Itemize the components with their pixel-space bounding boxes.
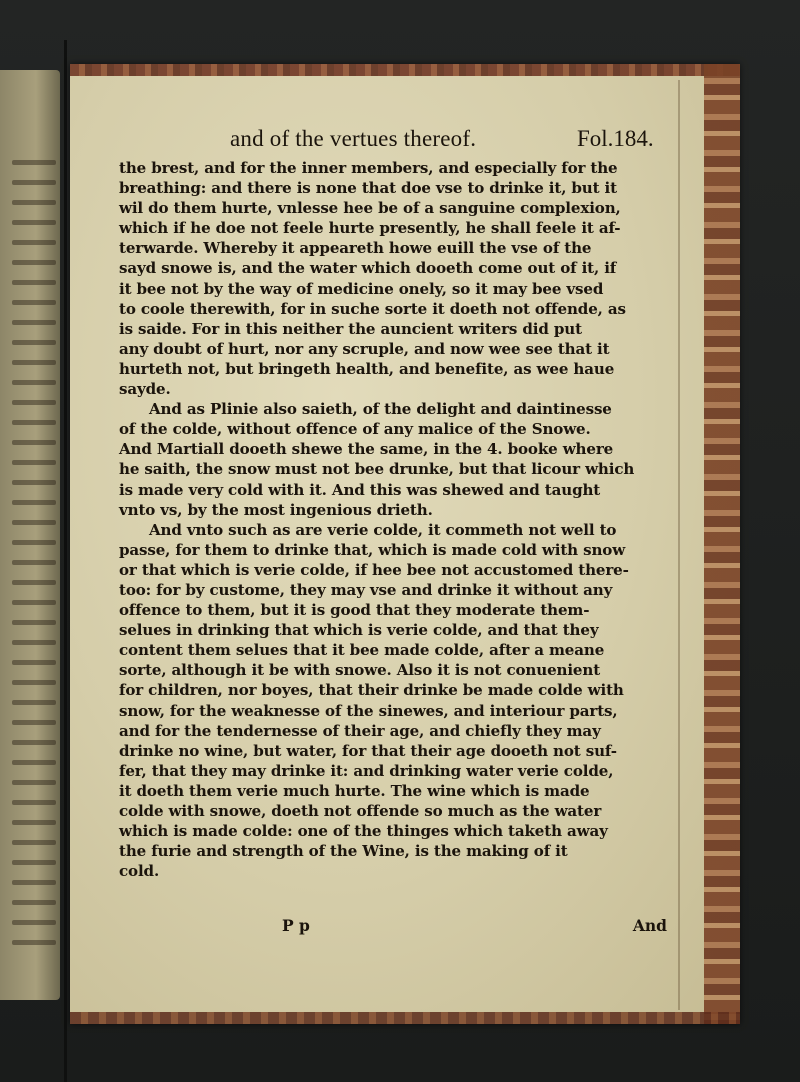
page-top-edge [70, 64, 740, 76]
text-line: breathing: and there is none that doe vse to drinke it, but it [119, 179, 617, 198]
text-line: And vnto such as are verie colde, it commeth not well to [149, 520, 617, 539]
text-line: sorte, although it be with snowe. Also it is not conuenient [119, 661, 601, 680]
text-line: And as Plinie also saieth, of the delight and daintinesse [149, 400, 612, 419]
text-line: sayd snowe is, and the water which dooeth come out of it, if [119, 259, 617, 278]
text-line: fer, that they may drinke it: and drinking water verie colde, [119, 761, 614, 780]
text-line: and for the tendernesse of their age, and chiefly they may [119, 721, 601, 740]
text-line: to coole therewith, for in suche sorte it doeth not offende, as [119, 299, 626, 318]
text-line: snow, for the weaknesse of the sinewes, and interiour parts, [119, 701, 618, 720]
text-line: content them selues that it bee made colde, after a meane [119, 641, 605, 660]
text-line: terwarde. Whereby it appeareth howe euill the vse of the [119, 239, 592, 258]
catchline [119, 916, 679, 940]
page-bottom-edge [70, 1012, 740, 1024]
text-line: And Martiall dooeth shewe the same, in the 4. booke where [119, 440, 614, 459]
text-line: wil do them hurte, vnlesse hee be of a sanguine complexion, [119, 199, 621, 218]
text-line: the furie and strength of the Wine, is the making of it [119, 842, 568, 861]
catchword: And [632, 916, 667, 935]
text-line: too: for by custome, they may vse and drinke it without any [119, 580, 613, 599]
text-line: passe, for them to drinke that, which is made cold with snow [119, 540, 626, 559]
signature-mark: P p [282, 916, 310, 935]
text-line: it doeth them verie much hurte. The wine which is made [119, 781, 590, 800]
text-line: colde with snowe, doeth not offende so much as the water [119, 802, 602, 820]
text-line: cold. [119, 862, 160, 881]
text-line: he saith, the snow must not bee drunke, but that licour which [119, 460, 635, 479]
text-line: hurteth not, but bringeth health, and benefite, as wee haue [119, 359, 615, 378]
facing-page-edge [0, 70, 60, 1000]
text-line: selues in drinking that which is verie colde, and that they [119, 621, 599, 640]
gutter [64, 40, 67, 1082]
folio-number: Fol.184. [577, 126, 654, 151]
text-line: drinke no wine, but water, for that their age dooeth not suf- [119, 741, 617, 760]
text-line: or that which is verie colde, if hee bee not accustomed there- [119, 560, 629, 579]
text-line: is made very cold with it. And this was shewed and taught [119, 480, 601, 499]
text-line: vnto vs, by the most ingenious drieth. [119, 500, 433, 519]
body-text [119, 158, 679, 881]
text-line: which is made colde: one of the thinges which taketh away [119, 822, 608, 841]
text-line: is saide. For in this neither the auncient writers did put [119, 319, 582, 338]
text-line: for children, nor boyes, that their drinke be made colde with [119, 681, 624, 700]
text-line: any doubt of hurt, nor any scruple, and now wee see that it [119, 339, 610, 358]
page-right-edge [704, 64, 740, 1024]
running-head: and of the vertues thereof. [230, 126, 477, 151]
text-line: offence to them, but it is good that they moderate them- [119, 601, 590, 620]
text-line: sayde. [119, 380, 171, 399]
text-line: which if he doe not feele hurte presently, he shall feele it af- [119, 219, 621, 238]
text-line: it bee not by the way of medicine onely, so it may bee vsed [119, 279, 604, 298]
text-line: of the colde, without offence of any malice of the Snowe. [119, 420, 591, 439]
text-line: the brest, and for the inner members, and especially for the [119, 159, 618, 177]
